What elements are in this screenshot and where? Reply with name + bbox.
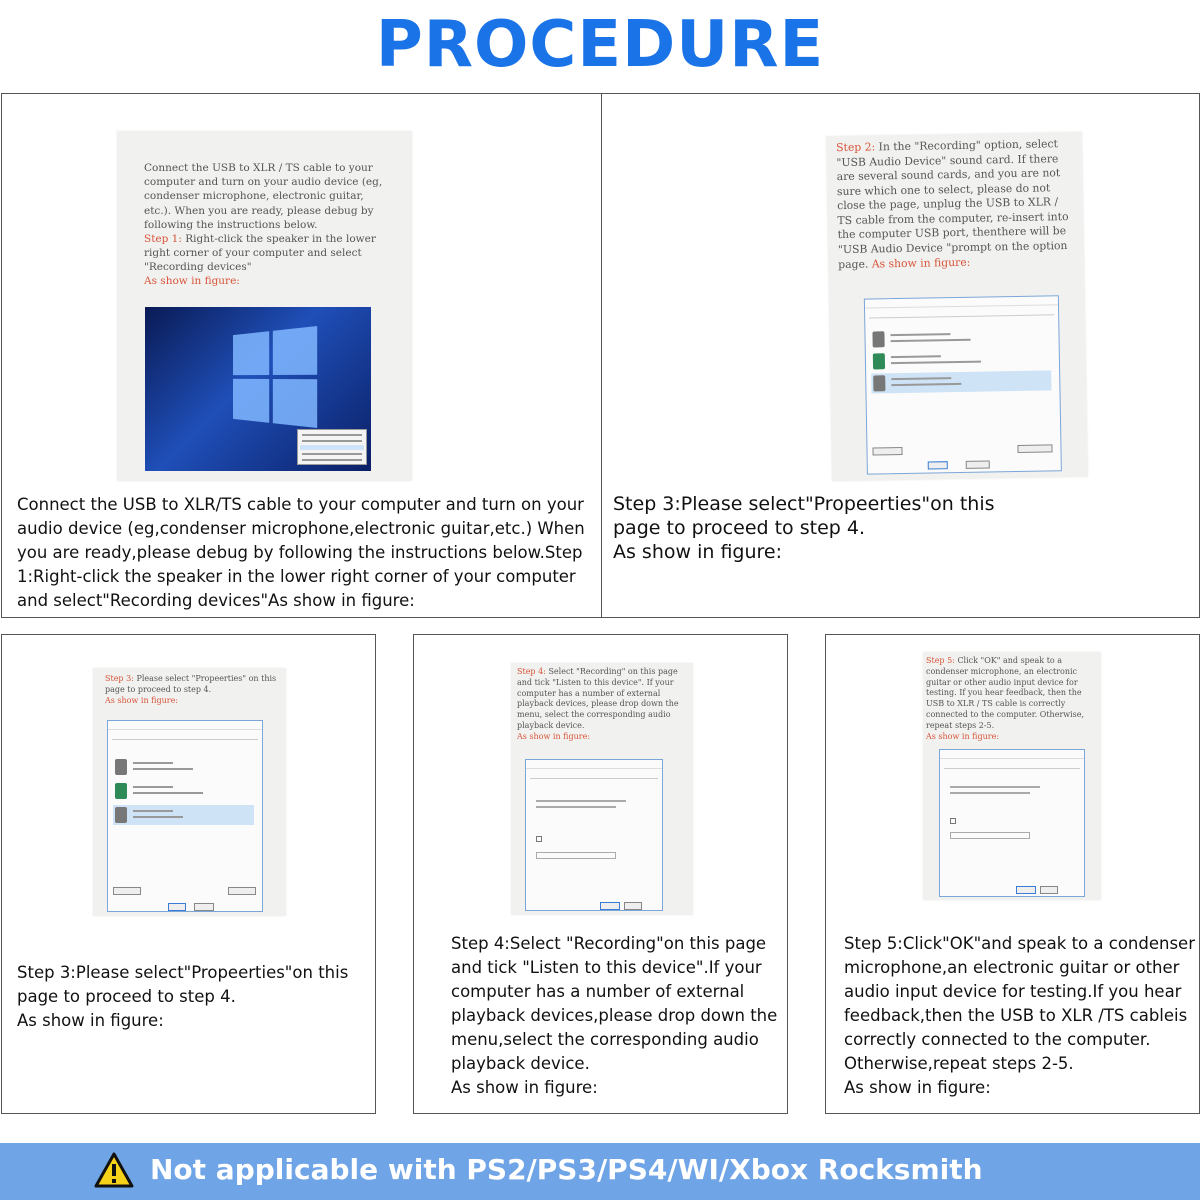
step-3-text-line-2: page to proceed to step 4. bbox=[613, 517, 865, 539]
step-5-line-6: Otherwise,repeat steps 2-5. bbox=[844, 1054, 1074, 1073]
step-5-line-2: microphone,an electronic guitar or other bbox=[844, 958, 1180, 977]
step-5-line-1: Step 5:Click"OK"and speak to a condenser bbox=[844, 934, 1195, 953]
step-5-card-image bbox=[923, 652, 1101, 900]
warning-icon bbox=[94, 1152, 134, 1188]
step-3-description-b bbox=[17, 961, 372, 1033]
sound-dialog-step-2 bbox=[864, 295, 1062, 474]
step-1-card-step-label: Step 1: bbox=[144, 232, 182, 245]
step-4-line-2: and tick "Listen to this device".If your bbox=[451, 958, 762, 977]
step-1-panel bbox=[1, 93, 602, 618]
step-4-card-image bbox=[511, 663, 693, 915]
step-3-description-a bbox=[613, 492, 1198, 564]
device-row-microphone bbox=[870, 326, 1050, 349]
step-2-card-step-label: Step 2: bbox=[836, 140, 876, 155]
step-5-card-figure: As show in figure: bbox=[926, 731, 1000, 741]
step-3-text-line-3: As show in figure: bbox=[613, 541, 782, 563]
step-3b-text-line-1: Step 3:Please select"Propeerties"on this bbox=[17, 963, 349, 982]
step-1-card-image bbox=[117, 131, 412, 481]
device-row-stereo-mix bbox=[871, 348, 1051, 371]
step-5-card-step-text: Click "OK" and speak to a condenser microphone, an electronic guitar or other audio input device for testing. If you hear feedback, then the USB to XLR / TS cable is correctly connected to the computer. Otherwise, repeat steps 2-5. bbox=[926, 656, 1085, 730]
windows-desktop-screenshot bbox=[145, 307, 371, 471]
device-row-usb-audio bbox=[871, 370, 1051, 393]
page-title: PROCEDURE bbox=[375, 8, 825, 82]
step-4-line-6: playback device. bbox=[451, 1054, 590, 1073]
properties-dialog-step-4 bbox=[525, 759, 663, 911]
step-1-description: Connect the USB to XLR/TS cable to your computer and turn on your audio device (eg,condenser microphone,electronic guitar,etc.) When you are ready,please debug by following the instructions below.Step 1:Right-click the speaker in the lower right corner of your computer and select"Recording devices"As show in figure: bbox=[17, 495, 585, 610]
step-4-line-3: computer has a number of external bbox=[451, 982, 745, 1001]
step-1-card-step-text: Right-click the speaker in the lower right corner of your computer and select "Recording devices" bbox=[144, 232, 376, 274]
sound-dialog-step-3 bbox=[107, 720, 263, 912]
step-3-text-line-1: Step 3:Please select"Propeerties"on this bbox=[613, 493, 995, 515]
step-5-panel bbox=[825, 634, 1200, 1114]
configure-button bbox=[872, 447, 902, 456]
step-3-panel bbox=[1, 634, 376, 1114]
cancel-button bbox=[966, 460, 990, 468]
step-2-card-step-text: In the "Recording" option, select "USB Audio Device" sound card. If there are several sound cards, and you are not sure which one to select, please do not close the page, unplug the USB to XLR / TS cable from the computer, re-insert into the computer USB port, thenthere will be "USB Audio Device "prompt on the option page. bbox=[836, 137, 1069, 271]
step-4-card-figure: As show in figure: bbox=[517, 731, 591, 741]
step-4-line-7: As show in figure: bbox=[451, 1078, 598, 1097]
ok-button bbox=[928, 461, 948, 469]
step-3-card-image bbox=[93, 668, 286, 916]
step-5-card-step-label: Step 5: bbox=[926, 656, 955, 665]
banner-text: Not applicable with PS2/PS3/PS4/WI/Xbox Rocksmith bbox=[150, 1153, 983, 1186]
warning-banner bbox=[0, 1143, 1200, 1200]
windows-logo-icon bbox=[233, 326, 317, 428]
step-4-description bbox=[451, 932, 786, 1100]
step-3b-text-line-3: As show in figure: bbox=[17, 1011, 164, 1030]
step-3-card-figure: As show in figure: bbox=[105, 695, 179, 705]
step-5-line-5: correctly connected to the computer. bbox=[844, 1030, 1151, 1049]
step-1-card-figure: As show in figure: bbox=[144, 275, 240, 288]
step-5-description bbox=[844, 932, 1199, 1100]
properties-dialog-step-5 bbox=[939, 749, 1085, 897]
step-5-line-4: feedback,then the USB to XLR /TS cableis bbox=[844, 1006, 1188, 1025]
properties-button bbox=[1017, 444, 1052, 453]
step-4-line-4: playback devices,please drop down the bbox=[451, 1006, 778, 1025]
step-5-line-3: audio input device for testing.If you hear bbox=[844, 982, 1182, 1001]
step-4-card-step-label: Step 4: bbox=[517, 667, 546, 676]
step-2-card-image bbox=[826, 132, 1088, 481]
step-4-line-1: Step 4:Select "Recording"on this page bbox=[451, 934, 767, 953]
step-2-card-figure: As show in figure: bbox=[871, 255, 971, 270]
step-2-panel bbox=[601, 93, 1200, 618]
step-3-card-step-text: Please select "Propeerties" on this page to proceed to step 4. bbox=[105, 674, 277, 694]
step-3b-text-line-2: page to proceed to step 4. bbox=[17, 987, 236, 1006]
step-3-card-step-label: Step 3: bbox=[105, 674, 134, 683]
step-4-panel bbox=[413, 634, 788, 1114]
step-1-card-intro: Connect the USB to XLR / TS cable to your computer and turn on your audio device (eg, condenser microphone, electronic guitar, etc.). When you are ready, please debug by following the instructions below. bbox=[144, 162, 383, 231]
step-5-line-7: As show in figure: bbox=[844, 1078, 991, 1097]
context-menu bbox=[297, 429, 367, 465]
step-4-line-5: menu,select the corresponding audio bbox=[451, 1030, 759, 1049]
step-4-card-step-text: Select "Recording" on this page and tick "Listen to this device". If your computer has a number of external playback devices, please drop down the menu, select the corresponding audio playback device. bbox=[517, 667, 679, 730]
listen-checkbox bbox=[536, 836, 542, 842]
